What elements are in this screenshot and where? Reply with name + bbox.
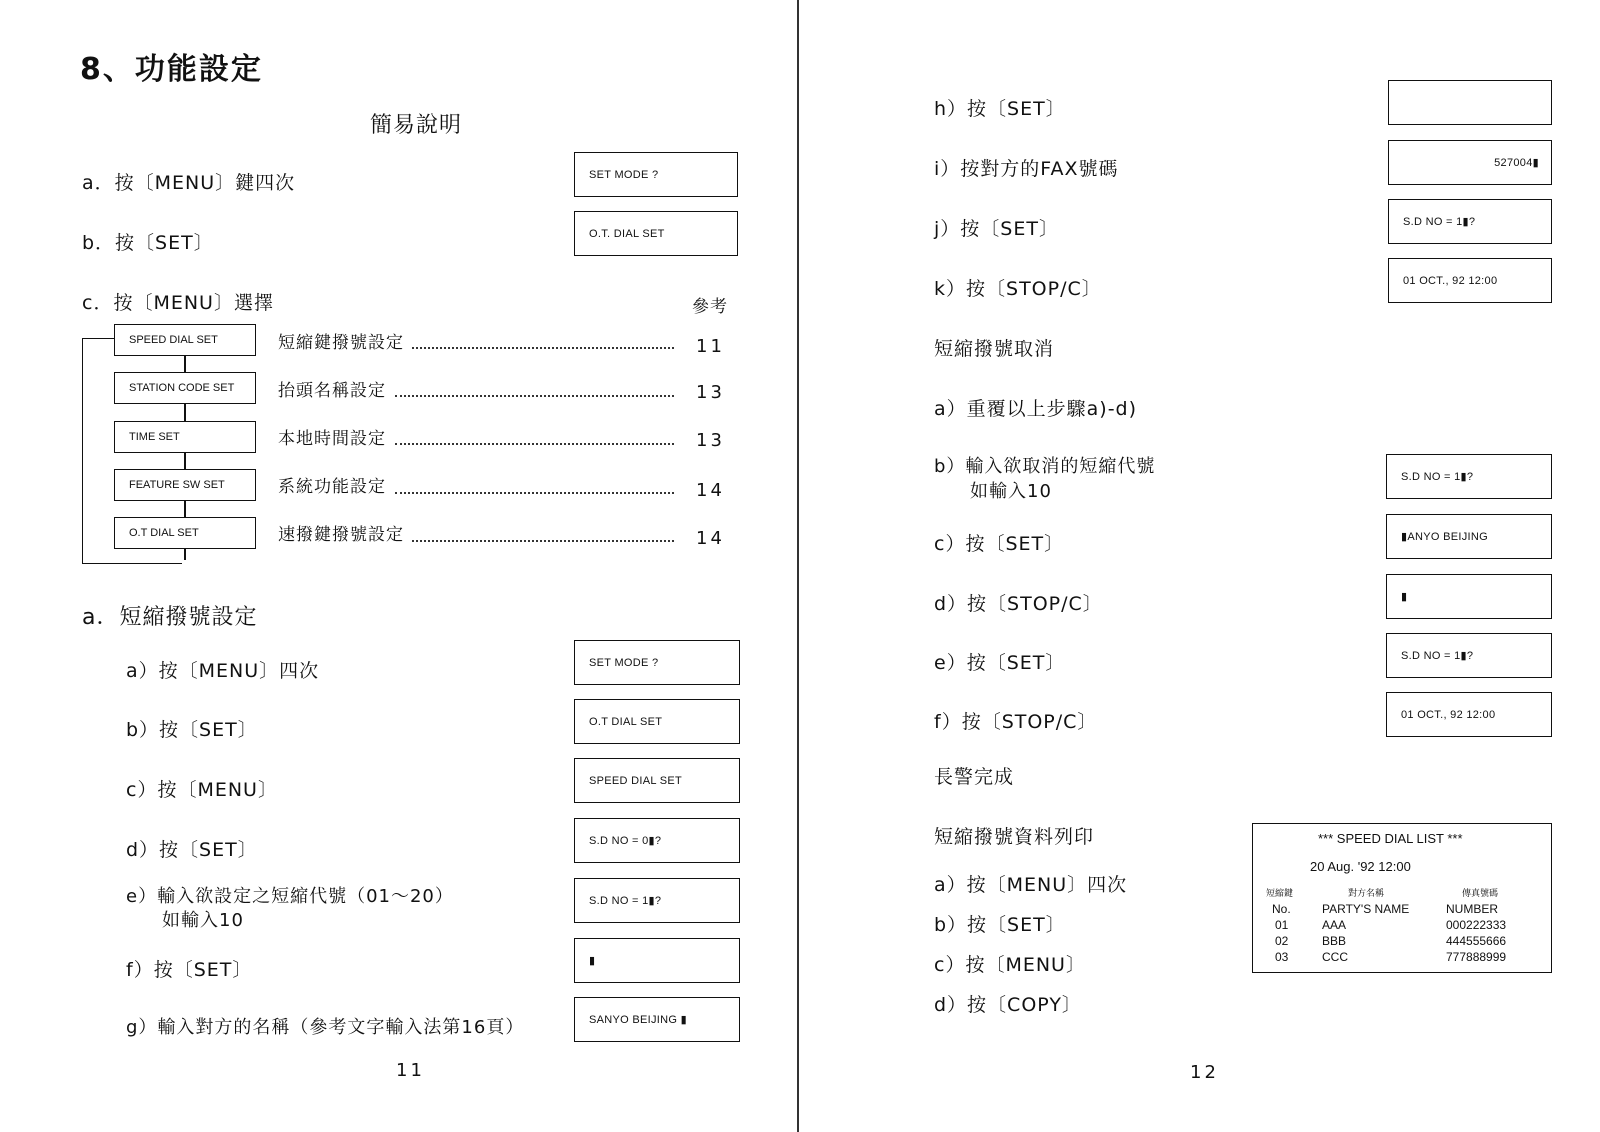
- toc-page-ref: 13: [696, 382, 725, 403]
- list-header-cn: 對方名稱: [1348, 888, 1385, 898]
- toc-leader: [395, 395, 674, 397]
- flow-box-feature-sw: FEATURE SW SET: [114, 469, 256, 501]
- lcd-display: S.D NO = 0▮?: [574, 818, 740, 863]
- cancel-step-note: 如輸入10: [970, 481, 1052, 502]
- list-cell: BBB: [1322, 934, 1347, 948]
- lcd-display: 01 OCT., 92 12:00: [1386, 692, 1552, 737]
- list-cell: 03: [1275, 950, 1289, 964]
- page-subheading: 簡易說明: [370, 113, 463, 138]
- section-a-title: a．短縮撥號設定: [82, 605, 258, 630]
- toc-leader: [412, 347, 674, 349]
- list-cell: 000222333: [1446, 918, 1507, 932]
- list-cell: 444555666: [1446, 934, 1507, 948]
- page-number: 12: [1190, 1062, 1219, 1083]
- menu-desc-time-set: 本地時間設定: [278, 429, 386, 449]
- step-text: j）按〔SET〕: [934, 218, 1059, 240]
- list-header-en: No.: [1272, 902, 1291, 916]
- print-step: b）按〔SET〕: [934, 914, 1066, 936]
- section-a-step: f）按〔SET〕: [126, 959, 253, 981]
- print-section-title: 短縮撥號資料列印: [934, 826, 1095, 848]
- flow-box-time-set: TIME SET: [114, 421, 256, 453]
- section-a-step: e）輸入欲設定之短縮代號（01～20）: [126, 886, 454, 907]
- speed-dial-list-date: 20 Aug. '92 12:00: [1310, 859, 1411, 874]
- cancel-step: b）輸入欲取消的短縮代號: [934, 456, 1156, 477]
- list-header-cn: 短縮鍵: [1266, 888, 1294, 898]
- list-header-en: NUMBER: [1446, 902, 1499, 916]
- step-c-text: c．按〔MENU〕選擇: [82, 292, 274, 314]
- menu-desc-feature-sw: 系統功能設定: [278, 477, 386, 497]
- flow-box-station-code: STATION CODE SET: [114, 372, 256, 404]
- section-a-step: d）按〔SET〕: [126, 839, 258, 861]
- toc-page-ref: 11: [696, 336, 725, 357]
- toc-leader: [395, 492, 674, 494]
- lcd-display: S.D NO = 1▮?: [1386, 454, 1552, 499]
- lcd-display: SET MODE ?: [574, 152, 738, 197]
- section-a-step: c）按〔MENU〕: [126, 779, 278, 801]
- lcd-display: S.D NO = 1▮?: [1388, 199, 1552, 244]
- lcd-display: O.T. DIAL SET: [574, 211, 738, 256]
- list-cell: 01: [1275, 918, 1289, 932]
- lcd-display: SPEED DIAL SET: [574, 758, 740, 803]
- lcd-display: ▮ANYO BEIJING: [1386, 514, 1552, 559]
- cancel-step: e）按〔SET〕: [934, 652, 1066, 674]
- cancel-step: f）按〔STOP/C〕: [934, 711, 1098, 733]
- step-text: h）按〔SET〕: [934, 98, 1066, 120]
- step-b-text: b．按〔SET〕: [82, 232, 214, 254]
- toc-leader: [412, 540, 674, 542]
- page-heading: 8、功能設定: [80, 52, 263, 87]
- lcd-display: ▮: [1386, 574, 1552, 619]
- lcd-display: [1388, 80, 1552, 125]
- cancel-step: a）重覆以上步驟a)-d): [934, 398, 1138, 420]
- print-step: d）按〔COPY〕: [934, 994, 1082, 1016]
- page-divider: [797, 0, 799, 1132]
- lcd-display: SANYO BEIJING ▮: [574, 997, 740, 1042]
- section-a-step-note: 如輸入10: [162, 910, 244, 931]
- step-text: i）按對方的FAX號碼: [934, 158, 1119, 180]
- lcd-display: S.D NO = 1▮?: [1386, 633, 1552, 678]
- step-a-text: a．按〔MENU〕鍵四次: [82, 172, 296, 194]
- list-cell: CCC: [1322, 950, 1348, 964]
- reference-label: 參考: [692, 297, 728, 317]
- list-header-cn: 傳真號碼: [1462, 888, 1499, 898]
- flow-box-speed-dial: SPEED DIAL SET: [114, 324, 256, 356]
- print-step: c）按〔MENU〕: [934, 954, 1086, 976]
- list-header-en: PARTY'S NAME: [1322, 902, 1410, 916]
- lcd-display: ▮: [574, 938, 740, 983]
- lcd-display: SET MODE ?: [574, 640, 740, 685]
- lcd-display: 527004▮: [1388, 140, 1552, 185]
- lcd-display: 01 OCT., 92 12:00: [1388, 258, 1552, 303]
- list-cell: 777888999: [1446, 950, 1507, 964]
- list-cell: 02: [1275, 934, 1289, 948]
- section-a-step: b）按〔SET〕: [126, 719, 258, 741]
- step-text: k）按〔STOP/C〕: [934, 278, 1102, 300]
- list-cell: AAA: [1322, 918, 1347, 932]
- page-number: 11: [396, 1060, 425, 1081]
- menu-desc-speed-dial: 短縮鍵撥號設定: [278, 333, 404, 353]
- long-beep-done: 長警完成: [934, 766, 1015, 788]
- cancel-step: c）按〔SET〕: [934, 533, 1065, 555]
- toc-page-ref: 14: [696, 528, 725, 549]
- toc-leader: [395, 443, 674, 445]
- lcd-display: S.D NO = 1▮?: [574, 878, 740, 923]
- cancel-section-title: 短縮撥號取消: [934, 338, 1055, 360]
- speed-dial-list-title: *** SPEED DIAL LIST ***: [1318, 831, 1463, 846]
- lcd-display: O.T DIAL SET: [574, 699, 740, 744]
- menu-desc-station-code: 抬頭名稱設定: [278, 381, 386, 401]
- section-a-step: a）按〔MENU〕四次: [126, 660, 320, 682]
- print-step: a）按〔MENU〕四次: [934, 874, 1128, 896]
- flow-box-ot-dial: O.T DIAL SET: [114, 517, 256, 549]
- toc-page-ref: 13: [696, 430, 725, 451]
- cancel-step: d）按〔STOP/C〕: [934, 593, 1103, 615]
- toc-page-ref: 14: [696, 480, 725, 501]
- section-a-step: g）輸入對方的名稱（參考文字輸入法第16頁）: [126, 1017, 525, 1038]
- menu-desc-ot-dial: 速撥鍵撥號設定: [278, 525, 404, 545]
